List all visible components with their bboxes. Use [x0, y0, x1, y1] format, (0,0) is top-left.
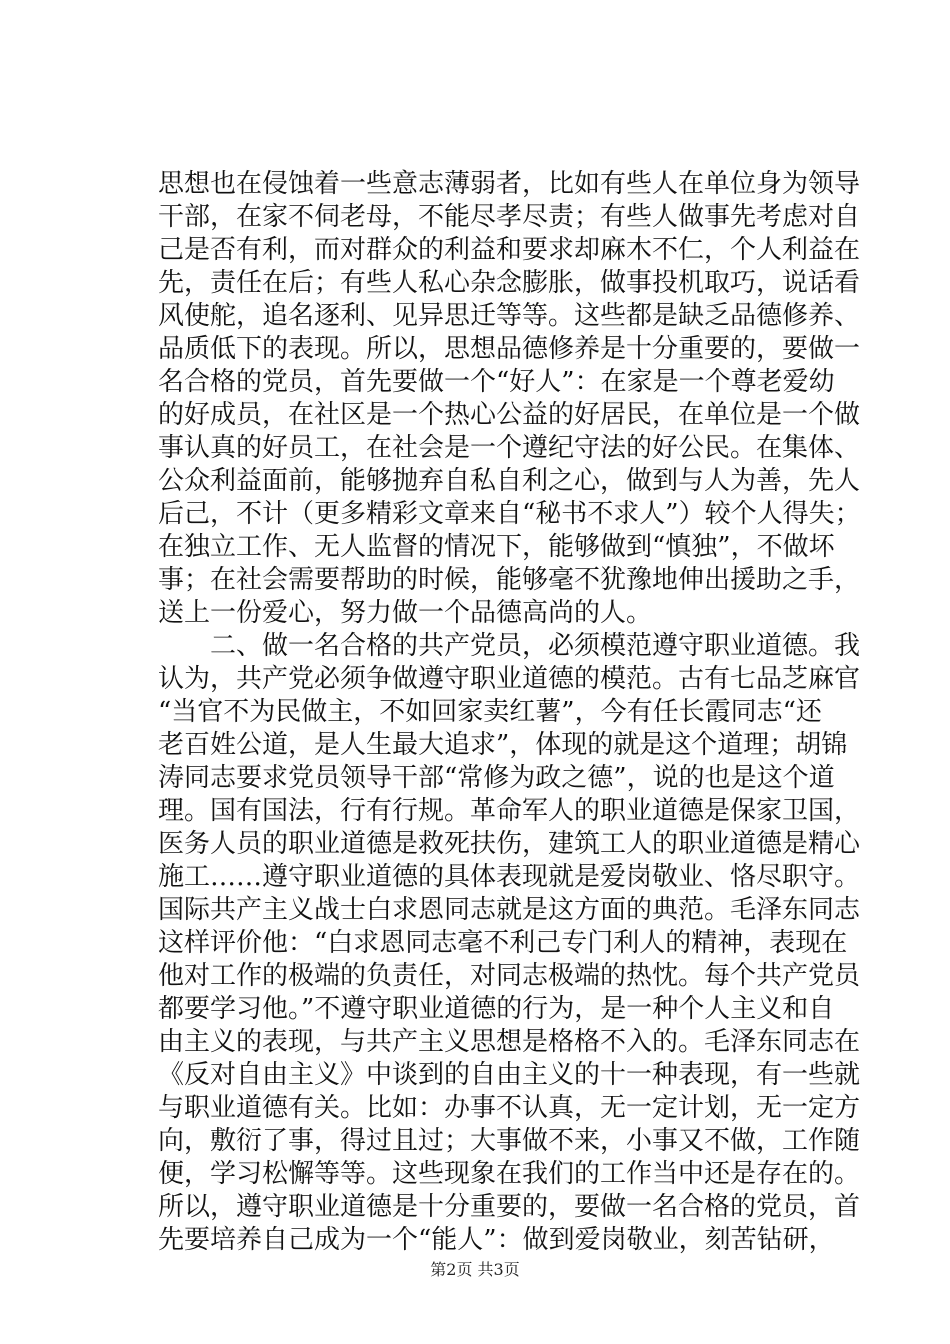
text-line: 事认真的好员工，在社会是一个遵纪守法的好公民。在集体、 [158, 433, 861, 463]
text-line: 所以，遵守职业道德是十分重要的，要做一名合格的党员，首 [158, 1192, 861, 1222]
text-line: 先要培养自己成为一个“能人”：做到爱岗敬业，刻苦钻研， [158, 1225, 835, 1255]
text-line: 施工……遵守职业道德的具体表现就是爱岗敬业、恪尽职守。 [158, 862, 861, 892]
text-line: 这样评价他：“白求恩同志毫不利己专门利人的精神，表现在 [158, 928, 848, 958]
text-line: 理。国有国法，行有行规。革命军人的职业道德是保家卫国， [158, 796, 861, 826]
text-line: 在独立工作、无人监督的情况下，能够做到“慎独”，不做坏 [158, 532, 835, 562]
text-line: 《反对自由主义》中谈到的自由主义的十一种表现，有一些就 [158, 1060, 861, 1090]
text-line: 便，学习松懈等等。这些现象在我们的工作当中还是存在的。 [158, 1159, 861, 1189]
text-line: 风使舵，追名逐利、见异思迁等等。这些都是缺乏品德修养、 [158, 301, 861, 331]
text-line: 他对工作的极端的负责任，对同志极端的热忱。每个共产党员 [158, 961, 861, 991]
text-line: 己是否有利，而对群众的利益和要求却麻木不仁，个人利益在 [158, 235, 861, 265]
page-footer: 第2页 共3页 [430, 1260, 520, 1279]
text-line: 后己，不计（更多精彩文章来自“秘书不求人”）较个人得失； [158, 499, 861, 529]
text-line: 老百姓公道，是人生最大追求”，体现的就是这个道理；胡锦 [158, 730, 848, 760]
text-line: 送上一份爱心，努力做一个品德高尚的人。 [158, 598, 653, 628]
text-line: 认为，共产党必须争做遵守职业道德的模范。古有七品芝麻官 [158, 664, 861, 694]
text-line: 向，敷衍了事，得过且过；大事做不来，小事又不做，工作随 [158, 1126, 861, 1156]
text-line: 先，责任在后；有些人私心杂念膨胀，做事投机取巧，说话看 [158, 268, 861, 298]
text-line: 都要学习他。”不遵守职业道德的行为，是一种个人主义和自 [158, 994, 835, 1024]
body-text [158, 168, 861, 1257]
text-line: 思想也在侵蚀着一些意志薄弱者，比如有些人在单位身为领导 [158, 169, 861, 199]
text-line: 二、做一名合格的共产党员，必须模范遵守职业道德。我 [158, 631, 861, 661]
text-line: 品质低下的表现。所以，思想品德修养是十分重要的，要做一 [158, 334, 861, 364]
text-line: 的好成员，在社区是一个热心公益的好居民，在单位是一个做 [158, 400, 861, 430]
text-line: 由主义的表现，与共产主义思想是格格不入的。毛泽东同志在 [158, 1027, 861, 1057]
text-line: 国际共产主义战士白求恩同志就是这方面的典范。毛泽东同志 [158, 895, 861, 925]
text-line: 与职业道德有关。比如：办事不认真，无一定计划，无一定方 [158, 1093, 861, 1123]
text-line: “当官不为民做主，不如回家卖红薯”，今有任长霞同志“还 [158, 697, 822, 727]
text-line: 公众利益面前，能够抛弃自私自利之心，做到与人为善，先人 [158, 466, 861, 496]
text-line: 名合格的党员，首先要做一个“好人”：在家是一个尊老爱幼 [158, 367, 835, 397]
text-line: 涛同志要求党员领导干部“常修为政之德”，说的也是这个道 [158, 763, 835, 793]
text-line: 干部，在家不伺老母，不能尽孝尽责；有些人做事先考虑对自 [158, 202, 861, 232]
text-line: 医务人员的职业道德是救死扶伤，建筑工人的职业道德是精心 [158, 829, 861, 859]
text-line: 事；在社会需要帮助的时候，能够毫不犹豫地伸出援助之手， [158, 565, 861, 595]
